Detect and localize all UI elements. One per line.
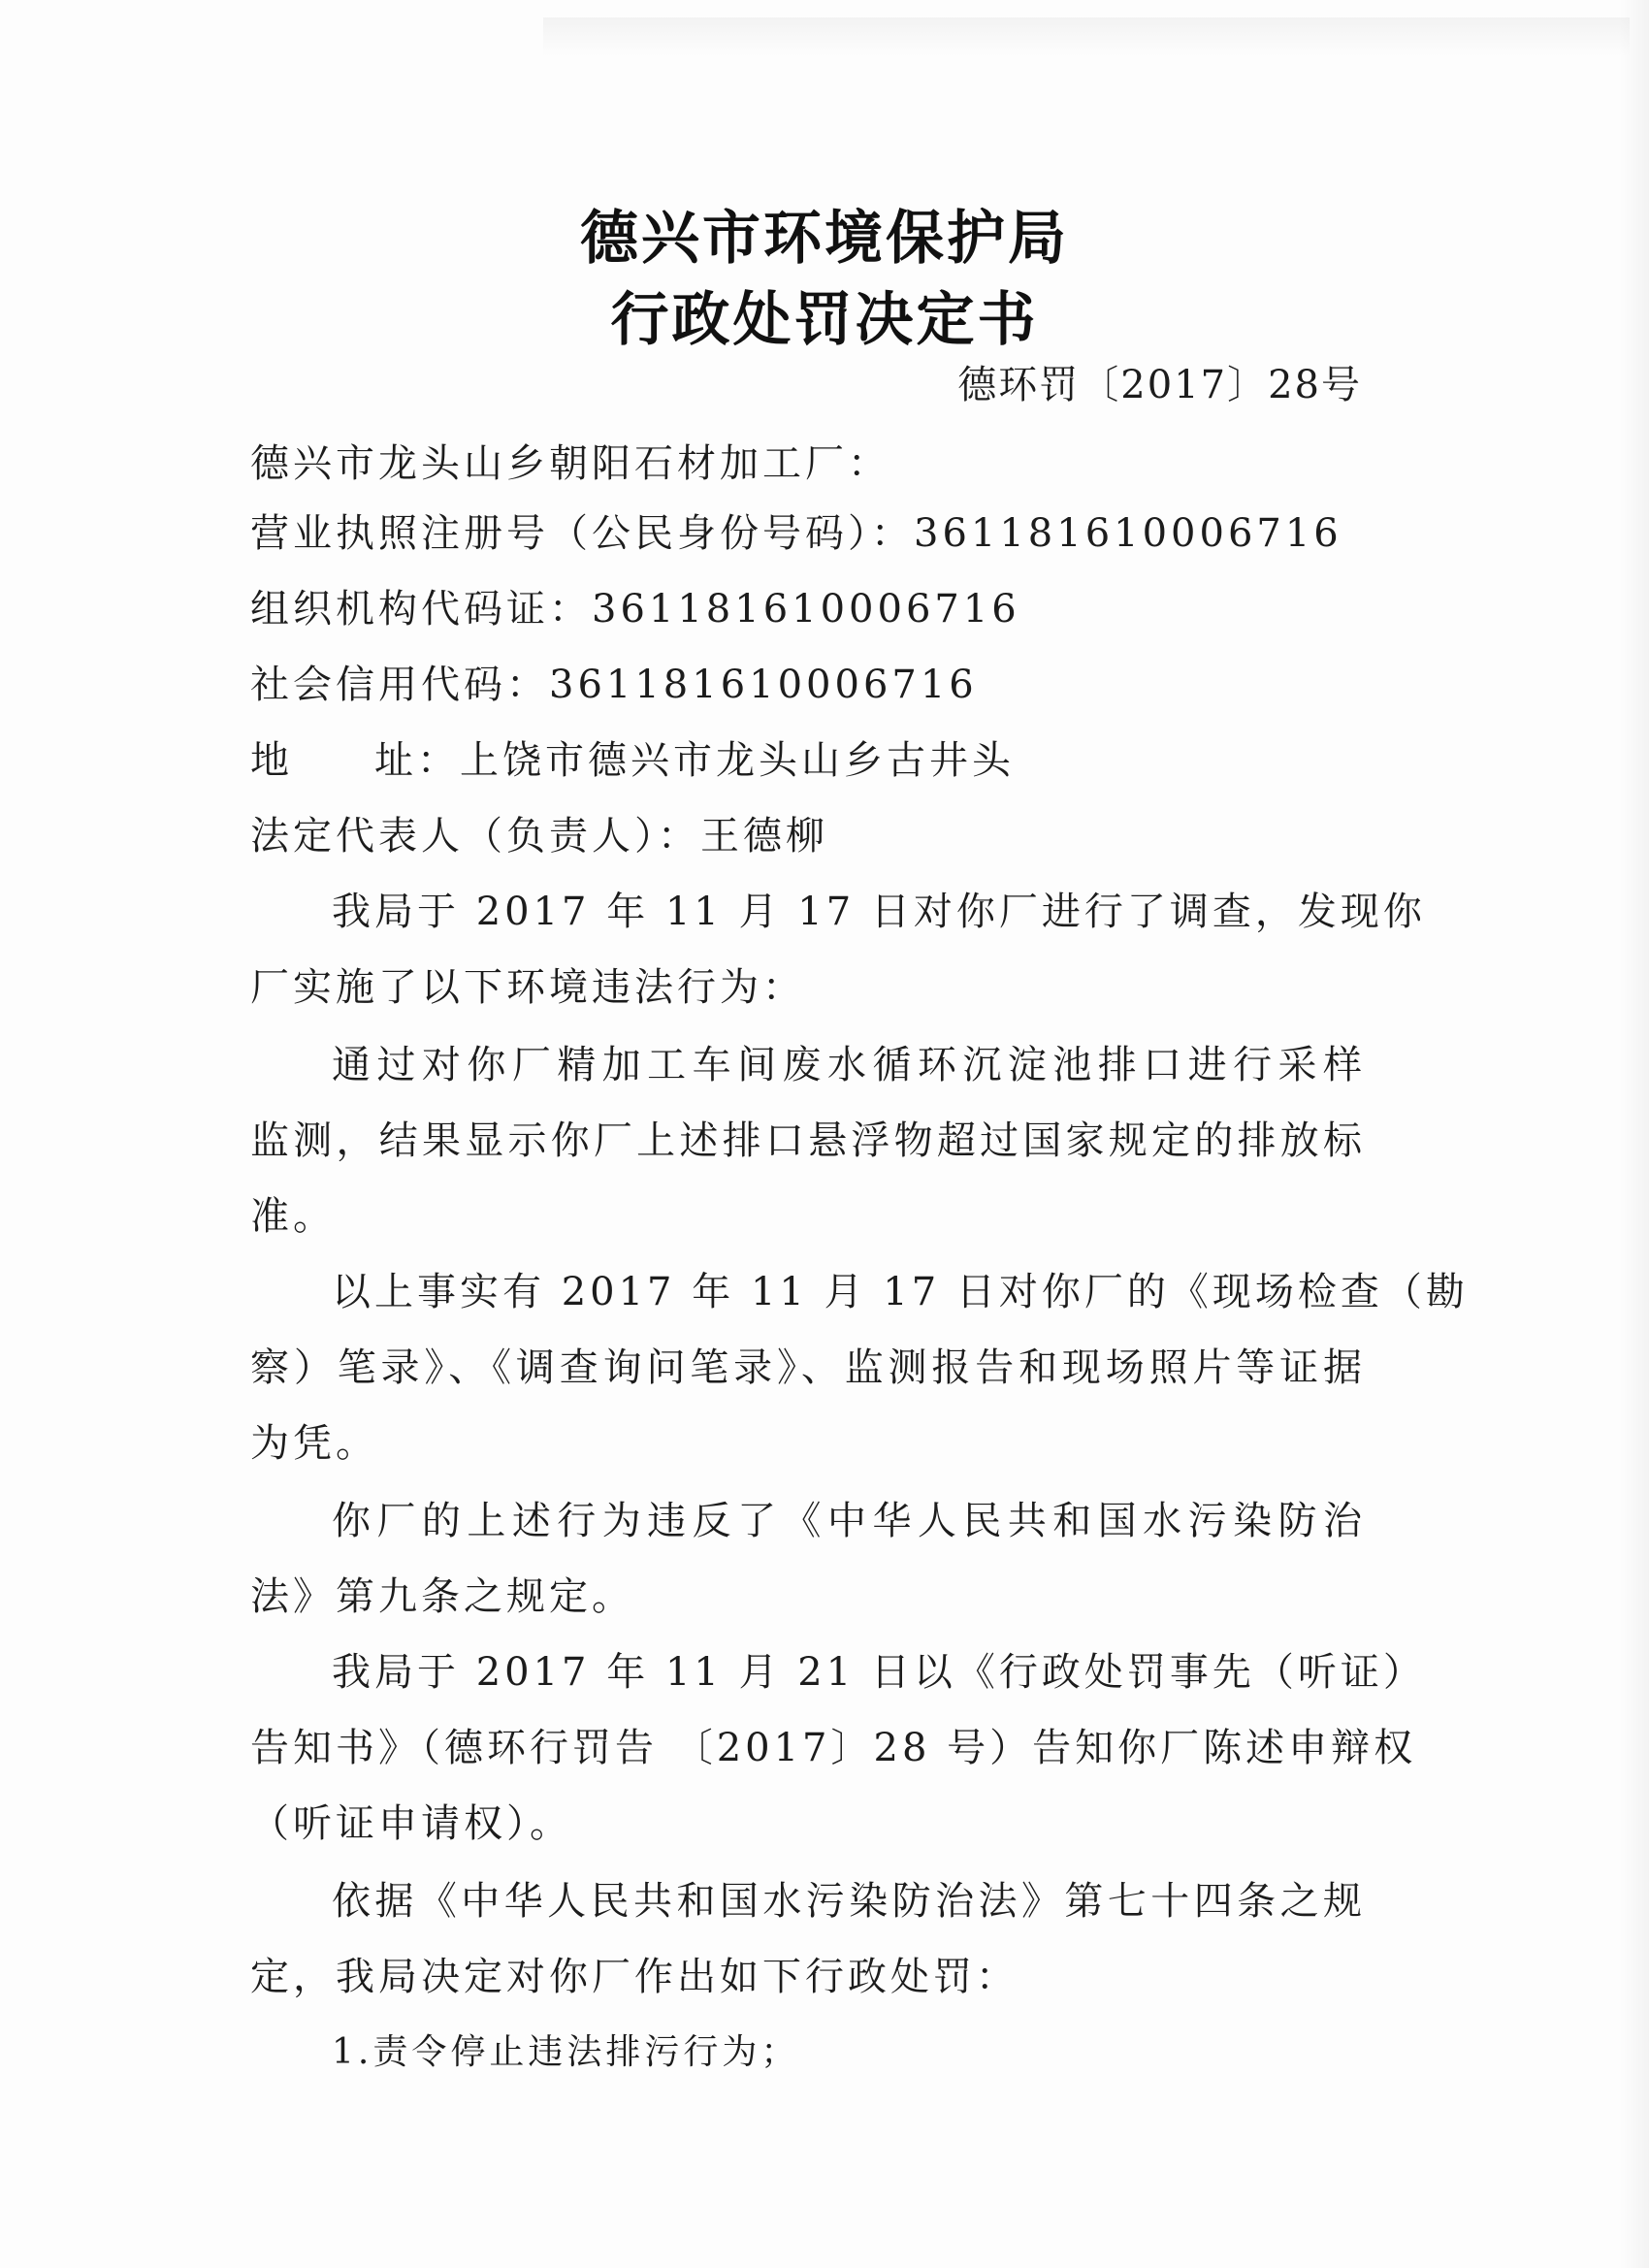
address-row (250, 737, 1366, 784)
address-label-part1: 地 (250, 738, 293, 783)
body-line: 察）笔录》、《调查询问笔录》、监测报告和现场照片等证据 (250, 1345, 1366, 1390)
body-line: 依据《中华人民共和国水污染防治法》第七十四条之规 (332, 1879, 1366, 1924)
body-line: 监测，结果显示你厂上述排口悬浮物超过国家规定的排放标 (250, 1118, 1366, 1163)
representative-label: 法定代表人（负责人）： (250, 814, 700, 859)
body-line: 厂实施了以下环境违法行为： (250, 965, 805, 1010)
body-line: 通过对你厂精加工车间废水循环沉淀池排口进行采样 (332, 1043, 1366, 1087)
body-line: 你厂的上述行为违反了《中华人民共和国水污染防治 (332, 1499, 1366, 1543)
body-line: 我局于 2017 年 11 月 17 日对你厂进行了调查，发现你 (332, 890, 1426, 934)
address-value: 上饶市德兴市龙头山乡古井头 (460, 738, 1015, 783)
body-line: 以上事实有 2017 年 11 月 17 日对你厂的《现场检查（勘 (332, 1270, 1469, 1314)
penalty-item: 1.责令停止违法排污行为； (332, 2032, 800, 2072)
body-line: 准。 (250, 1194, 336, 1239)
business-license-label: 营业执照注册号（公民身份号码）： (250, 511, 914, 556)
body-line: 我局于 2017 年 11 月 21 日以《行政处罚事先（听证） (332, 1650, 1426, 1695)
org-code-value: 361181610006716 (592, 587, 1020, 632)
representative-value: 王德柳 (700, 814, 828, 859)
document-title-agency: 德兴市环境保护局 (580, 205, 1069, 273)
body-line: 为凭。 (250, 1421, 378, 1466)
body-line: 法》第九条之规定。 (250, 1574, 634, 1619)
org-code-label: 组织机构代码证： (250, 587, 592, 632)
business-license-row (250, 510, 1366, 557)
body-line: （听证申请权）。 (250, 1801, 572, 1846)
representative-row (250, 813, 1366, 859)
credit-code-row (250, 662, 1366, 708)
body-line: 定，我局决定对你厂作出如下行政处罚： (250, 1955, 1018, 1999)
address-label-part2: 址： (374, 738, 460, 783)
body-line: 告知书》（德环行罚告 〔2017〕28 号）告知你厂陈述申辩权 (250, 1726, 1417, 1770)
org-code-row (250, 586, 1366, 632)
document-title-type: 行政处罚决定书 (610, 286, 1039, 354)
scan-shadow-top (543, 17, 1630, 56)
credit-code-value: 361181610006716 (549, 663, 978, 707)
credit-code-label: 社会信用代码： (250, 663, 549, 707)
party-name: 德兴市龙头山乡朝阳石材加工厂： (250, 441, 890, 486)
business-license-value: 361181610006716 (914, 511, 1342, 556)
document-number: 德环罚〔2017〕28号 (957, 363, 1362, 407)
